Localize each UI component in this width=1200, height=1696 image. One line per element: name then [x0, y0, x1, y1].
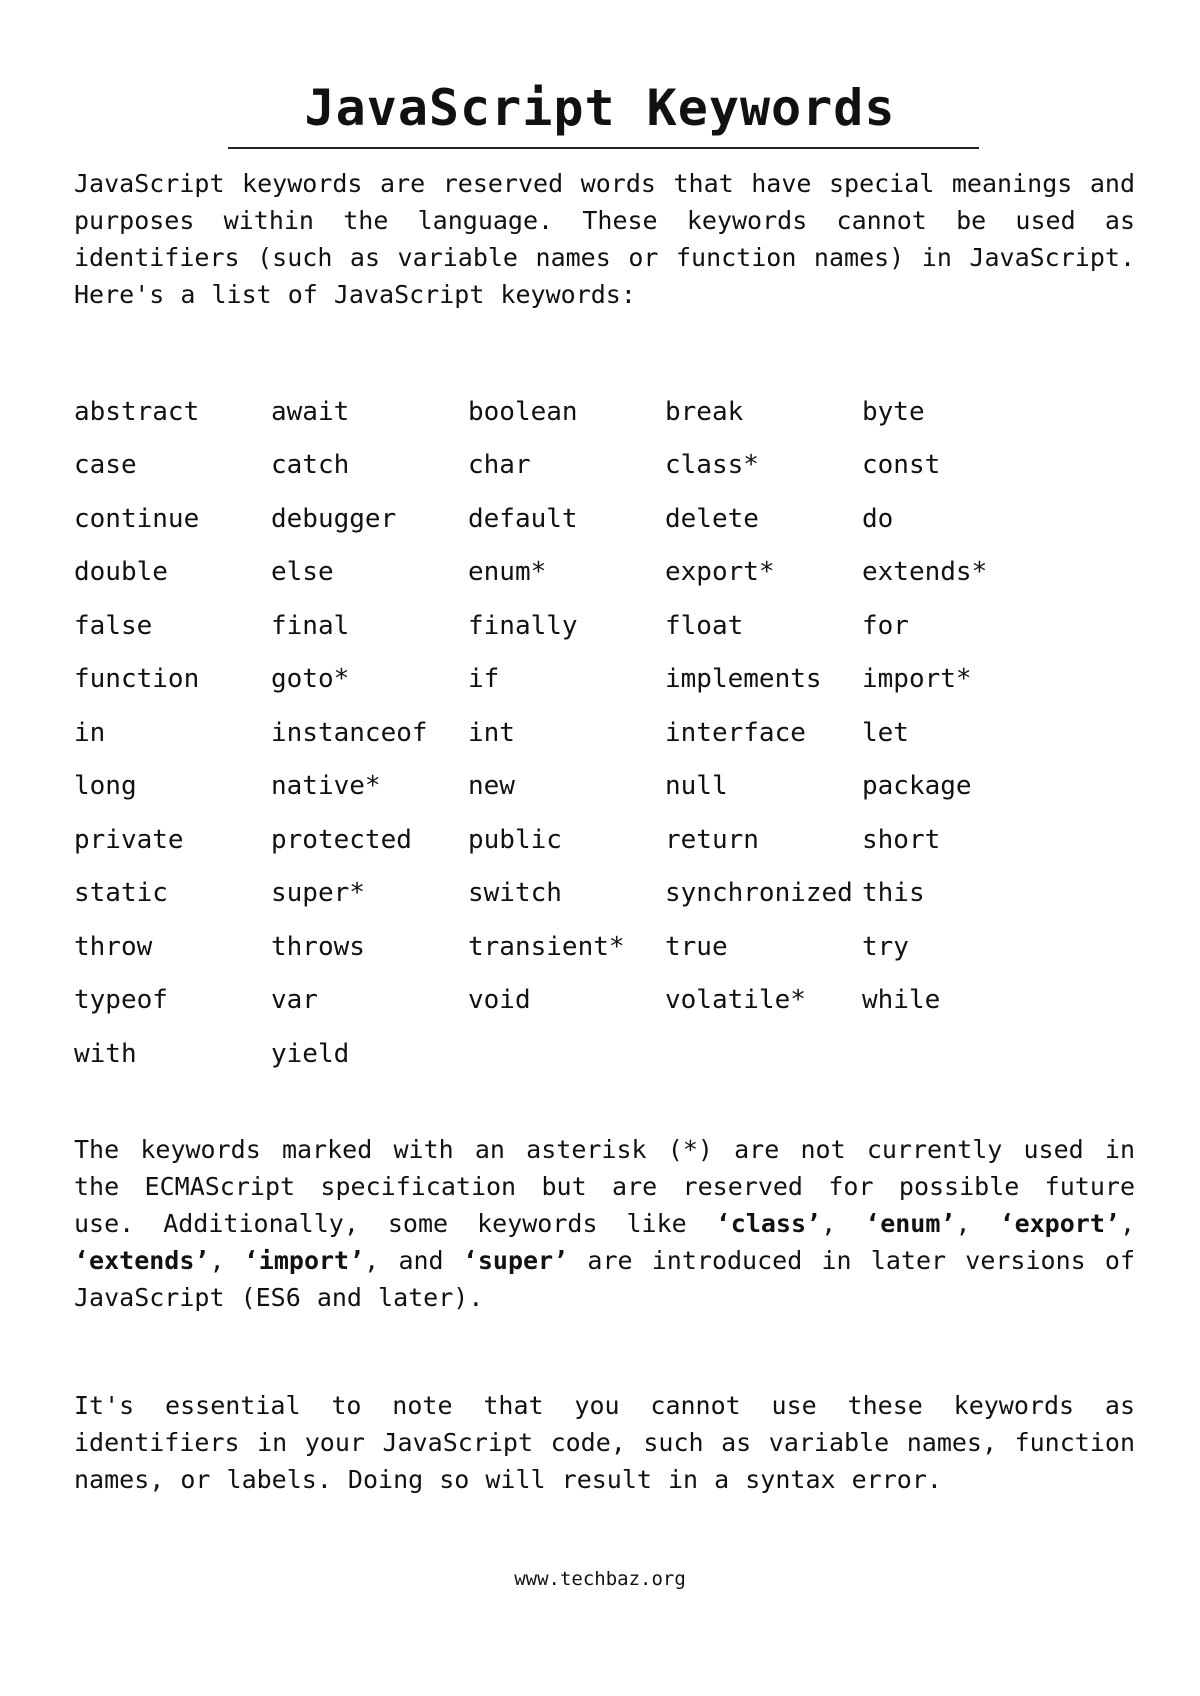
keyword-cell: abstract — [74, 396, 200, 427]
keyword-cell: super* — [271, 878, 365, 909]
keyword-cell: public — [468, 824, 562, 855]
keyword-cell: goto* — [271, 664, 350, 695]
keyword-cell: float — [665, 610, 744, 641]
keyword-cell: int — [468, 717, 515, 748]
keyword-row — [74, 760, 1074, 814]
keyword-cell: for — [862, 610, 909, 641]
keyword-row — [74, 492, 1074, 546]
keyword-cell: extends* — [862, 557, 988, 588]
separator: , — [821, 1209, 866, 1238]
keyword-cell: throw — [74, 931, 153, 962]
note-text: The keywords marked with an asterisk (*) are not currently used in the ECMAScript specification but are reserved for possible future use. Additionally, some keywords like — [74, 1135, 1135, 1238]
keyword-cell: implements — [665, 664, 822, 695]
keyword-cell: in — [74, 717, 106, 748]
keyword-row — [74, 706, 1074, 760]
keyword-cell: debugger — [271, 503, 397, 534]
keyword-emphasis: ‘class’ — [715, 1209, 822, 1238]
keyword-emphasis: ‘enum’ — [865, 1209, 956, 1238]
keyword-cell: final — [271, 610, 350, 641]
separator: , — [955, 1209, 1000, 1238]
keyword-cell: class* — [665, 450, 759, 481]
keyword-cell: void — [468, 985, 531, 1016]
keyword-cell: enum* — [468, 557, 547, 588]
keyword-row — [74, 920, 1074, 974]
keyword-cell: transient* — [468, 931, 625, 962]
keyword-cell: default — [468, 503, 578, 534]
keyword-cell: new — [468, 771, 515, 802]
keyword-cell: do — [862, 503, 894, 534]
keyword-cell: false — [74, 610, 153, 641]
keyword-row — [74, 439, 1074, 493]
keyword-cell: true — [665, 931, 728, 962]
keyword-cell: case — [74, 450, 137, 481]
keyword-cell: native* — [271, 771, 381, 802]
keyword-row — [74, 813, 1074, 867]
footer-url: www.techbaz.org — [514, 1568, 686, 1590]
keyword-cell: with — [74, 1038, 137, 1069]
keyword-emphasis: ‘super’ — [462, 1246, 569, 1275]
keyword-cell: long — [74, 771, 137, 802]
keyword-cell: return — [665, 824, 759, 855]
keyword-row — [74, 974, 1074, 1028]
keyword-row — [74, 1027, 1074, 1081]
keyword-cell: switch — [468, 878, 562, 909]
keyword-cell: protected — [271, 824, 412, 855]
page-title: JavaScript Keywords — [304, 79, 896, 137]
keyword-cell: interface — [665, 717, 806, 748]
keyword-cell: catch — [271, 450, 350, 481]
keyword-cell: volatile* — [665, 985, 806, 1016]
note-text: are introduced in later versions of JavaScript (ES6 and later). — [74, 1246, 1135, 1312]
keyword-cell: yield — [271, 1038, 350, 1069]
keyword-cell: continue — [74, 503, 200, 534]
keyword-cell: var — [271, 985, 318, 1016]
keyword-cell: double — [74, 557, 168, 588]
keyword-cell: byte — [862, 396, 925, 427]
keyword-cell: typeof — [74, 985, 168, 1016]
keyword-table — [74, 385, 1074, 1081]
keyword-emphasis: ‘export’ — [999, 1209, 1120, 1238]
keyword-cell: boolean — [468, 396, 578, 427]
keyword-cell: while — [862, 985, 941, 1016]
separator: , and — [364, 1246, 463, 1275]
keyword-cell: else — [271, 557, 334, 588]
keyword-cell: char — [468, 450, 531, 481]
keyword-cell: let — [862, 717, 909, 748]
keyword-cell: import* — [862, 664, 972, 695]
keyword-cell: static — [74, 878, 168, 909]
syntax-error-note-paragraph: It's essential to note that you cannot use these keywords as identifiers in your JavaScript code, such as variable names, function names, or labels. Doing so will result in a syntax error. — [74, 1391, 1135, 1494]
keyword-cell: await — [271, 396, 350, 427]
keyword-cell: synchronized — [665, 878, 853, 909]
keyword-cell: short — [862, 824, 941, 855]
keyword-cell: function — [74, 664, 200, 695]
keyword-cell: const — [862, 450, 941, 481]
keyword-cell: export* — [665, 557, 775, 588]
keyword-cell: private — [74, 824, 184, 855]
keyword-cell: if — [468, 664, 500, 695]
keyword-row — [74, 599, 1074, 653]
keyword-cell: break — [665, 396, 744, 427]
keyword-cell: delete — [665, 503, 759, 534]
separator: , — [209, 1246, 244, 1275]
keyword-row — [74, 385, 1074, 439]
keyword-emphasis: ‘extends’ — [74, 1246, 210, 1275]
keyword-cell: null — [665, 771, 728, 802]
intro-paragraph: JavaScript keywords are reserved words that have special meanings and purposes within the language. These keywords cannot be used as identifiers (such as variable names or function names) in JavaScript. Here's a list of JavaScript keywords: — [74, 169, 1135, 309]
keyword-cell: throws — [271, 931, 365, 962]
keyword-row — [74, 546, 1074, 600]
keyword-cell: this — [862, 878, 925, 909]
title-underline — [228, 147, 979, 149]
keyword-emphasis: ‘import’ — [243, 1246, 365, 1275]
keyword-row — [74, 653, 1074, 707]
separator: , — [1119, 1209, 1135, 1238]
keyword-cell: instanceof — [271, 717, 428, 748]
keyword-cell: finally — [468, 610, 578, 641]
keyword-cell: try — [862, 931, 909, 962]
keyword-cell: package — [862, 771, 972, 802]
asterisk-note-paragraph — [74, 1131, 1135, 1316]
keyword-row — [74, 867, 1074, 921]
